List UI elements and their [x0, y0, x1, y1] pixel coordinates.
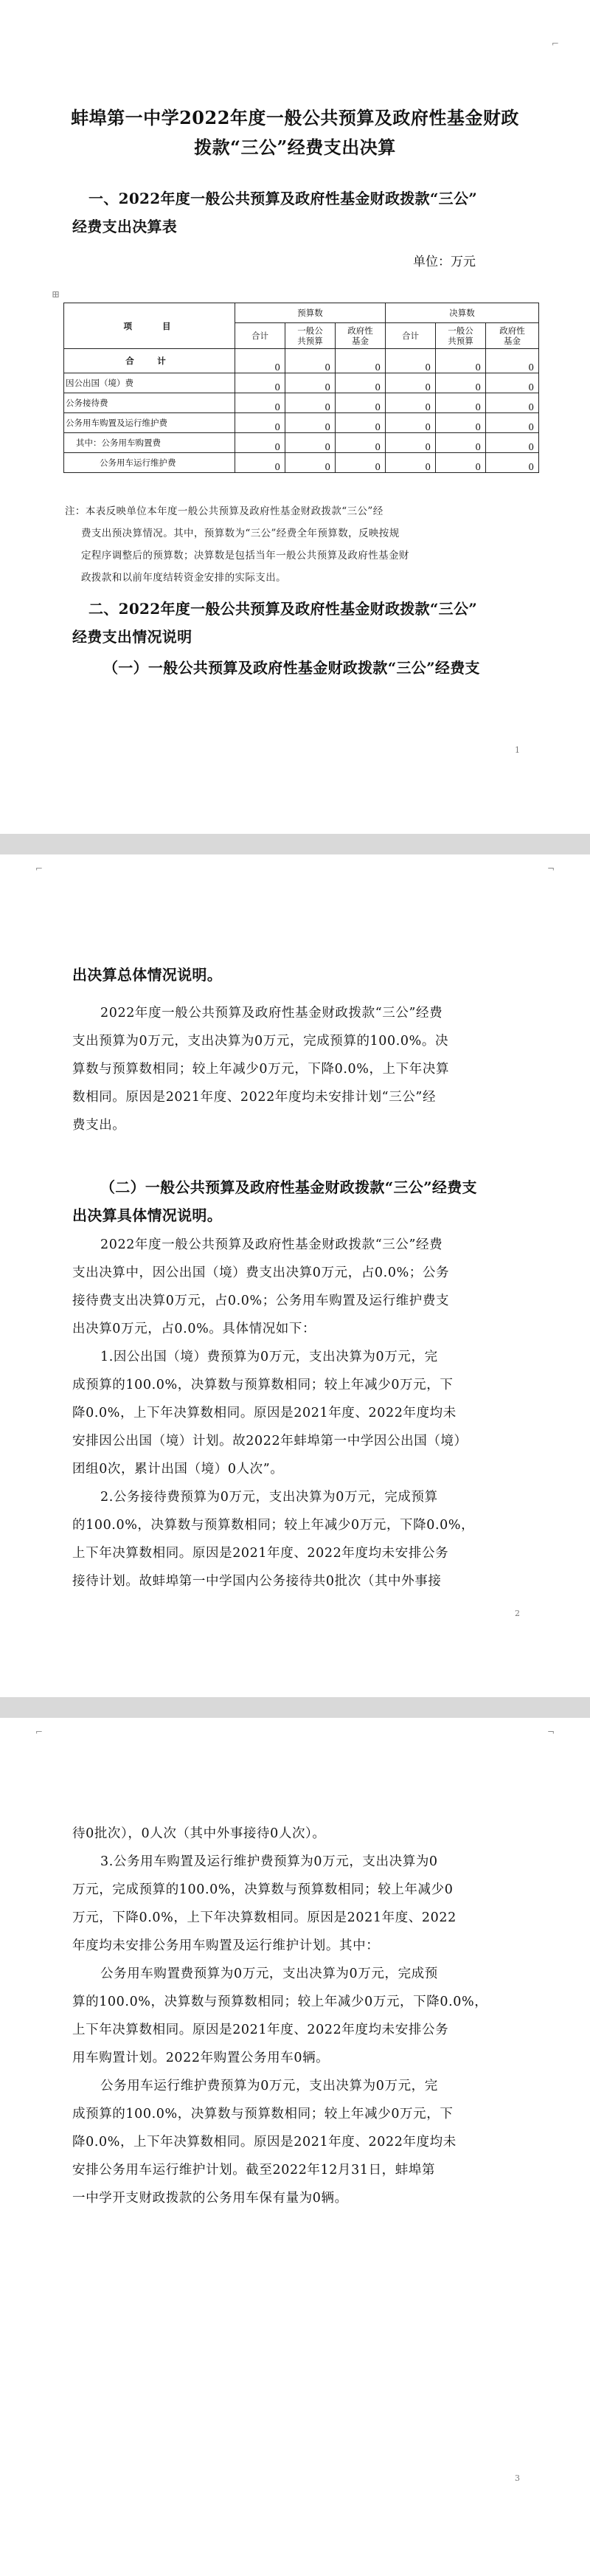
- row-label-total: 合 计: [64, 349, 235, 373]
- text-line: 3.公务用车购置及运行维护费预算为0万元，支出决算为0: [100, 1854, 438, 1869]
- table-cell: 0: [436, 413, 486, 433]
- corner-mark-icon: ⌐: [552, 38, 560, 49]
- row-label-vehicle-maintenance: 公务用车运行维护费: [64, 453, 235, 473]
- text-line: 降0.0%，上下年决算数相同。原因是2021年度、2022年度均未: [72, 2135, 457, 2149]
- text-line: 上下年决算数相同。原因是2021年度、2022年度均未安排公务: [72, 2023, 449, 2037]
- table-cell: 0: [386, 413, 436, 433]
- text-line: 安排因公出国（境）计划。故2022年蚌埠第一中学因公出国（境）: [72, 1434, 468, 1448]
- text-line: 降0.0%，上下年决算数相同。原因是2021年度、2022年度均未: [72, 1406, 457, 1420]
- section-2-heading: [72, 595, 531, 651]
- text-line: 待0批次），0人次（其中外事接待0人次）。: [72, 1826, 326, 1841]
- table-cell: 0: [235, 453, 285, 473]
- text-line: 上下年决算数相同。原因是2021年度、2022年度均未安排公务: [72, 1546, 449, 1561]
- section-1-heading: [72, 184, 531, 241]
- text-line: 接待费支出决算0万元，占0.0%；公务用车购置及运行维护费支: [72, 1294, 450, 1308]
- text-line: 接待计划。故蚌埠第一中学国内公务接待共0批次（其中外事接: [72, 1574, 442, 1589]
- table-cell: 0: [336, 413, 386, 433]
- table-row: [64, 453, 539, 473]
- text-line: 费支出。: [72, 1118, 126, 1133]
- row-label-vehicle: 公务用车购置及运行维护费: [64, 413, 235, 433]
- row-label-reception: 公务接待费: [64, 393, 235, 413]
- section-1-line-2: 经费支出决算表: [72, 218, 178, 235]
- expense-table: [63, 303, 539, 473]
- table-cell: 0: [336, 433, 386, 453]
- corner-mark-icon: ⌐: [35, 863, 44, 874]
- document-page-2: [0, 854, 590, 1697]
- table-cell: 0: [436, 349, 486, 373]
- table-row: [64, 433, 539, 453]
- table-row: [64, 393, 539, 413]
- document-page-3: [0, 1718, 590, 2576]
- table-row: [64, 373, 539, 393]
- subsection-1-continued: 出决算总体情况说明。: [72, 966, 222, 984]
- note-line-1: 注：本表反映单位本年度一般公共预算及政府性基金财政拨款“三公”经: [65, 505, 384, 517]
- table-cell: 0: [235, 373, 285, 393]
- text-line: 年度均未安排公务用车购置及运行维护计划。其中：: [72, 1938, 380, 1953]
- table-row: [64, 413, 539, 433]
- paragraph-vehicle: [72, 1820, 537, 2212]
- table-cell: 0: [386, 349, 436, 373]
- title-line-1: 蚌埠第一中学2022年度一般公共预算及政府性基金财政: [71, 107, 519, 128]
- subheader-budget-general: 一般公 共预算: [285, 323, 336, 349]
- note-line-3: 定程序调整后的预算数；决算数是包括当年一般公共预算及政府性基金财: [81, 550, 409, 562]
- table-cell: 0: [486, 433, 539, 453]
- table-cell: 0: [336, 349, 386, 373]
- text-line: 算的100.0%，决算数与预算数相同；较上年减少0万元，下降0.0%，: [72, 1995, 488, 2009]
- table-cell: 0: [486, 413, 539, 433]
- table-cell: 0: [486, 393, 539, 413]
- subsection-2-heading: [72, 1173, 537, 1229]
- paragraph-detail: [72, 1231, 537, 1595]
- text-line: 团组0次，累计出国（境）0人次”。: [72, 1462, 284, 1477]
- text-line: 一中学开支财政拨款的公务用车保有量为0辆。: [72, 2191, 348, 2206]
- text-line: 公务用车运行维护费预算为0万元，支出决算为0万元，完: [100, 2079, 438, 2093]
- corner-mark-icon: ⌐: [35, 1727, 44, 1737]
- table-cell: 0: [486, 373, 539, 393]
- table-cell: 0: [235, 433, 285, 453]
- text-line: 万元，下降0.0%，上下年决算数相同。原因是2021年度、2022: [72, 1910, 457, 1925]
- text-line: 支出决算中，因公出国（境）费支出决算0万元，占0.0%；公务: [72, 1265, 450, 1280]
- table-cell: 0: [285, 393, 336, 413]
- note-line-2: 费支出预决算情况。其中，预算数为“三公”经费全年预算数，反映按规: [81, 528, 400, 539]
- row-label-vehicle-purchase: 其中：公务用车购置费: [64, 433, 235, 453]
- table-cell: 0: [285, 453, 336, 473]
- text-line: 万元，完成预算的100.0%，决算数与预算数相同；较上年减少0: [72, 1882, 454, 1897]
- paragraph-overall: [72, 999, 537, 1139]
- text-line: 成预算的100.0%，决算数与预算数相同；较上年减少0万元，下: [72, 1378, 454, 1392]
- table-cell: 0: [285, 349, 336, 373]
- text-line: 的100.0%，决算数与预算数相同；较上年减少0万元，下降0.0%，: [72, 1518, 475, 1533]
- table-note: [65, 500, 537, 589]
- table-cell: 0: [436, 393, 486, 413]
- text-line: 公务用车购置费预算为0万元，支出决算为0万元，完成预: [100, 1966, 438, 1981]
- text-line: （二）一般公共预算及政府性基金财政拨款“三公”经费支: [100, 1178, 477, 1196]
- text-line: 2022年度一般公共预算及政府性基金财政拨款“三公”经费: [100, 1237, 443, 1252]
- table-cell: 0: [436, 373, 486, 393]
- text-line: 用车购置计划。2022年购置公务用车0辆。: [72, 2051, 330, 2065]
- table-cell: 0: [386, 393, 436, 413]
- table-header-row-1: [64, 303, 539, 323]
- text-line: 安排公务用车运行维护计划。截至2022年12月31日，蚌埠第: [72, 2163, 436, 2178]
- page-number: 3: [515, 2473, 520, 2483]
- subheader-budget-total: 合计: [235, 323, 285, 349]
- table-row: [64, 349, 539, 373]
- table-cell: 0: [436, 453, 486, 473]
- table-cell: 0: [285, 373, 336, 393]
- table-cell: 0: [235, 413, 285, 433]
- title-line-2: 拨款“三公”经费支出决算: [194, 137, 396, 158]
- item-header: 项 目: [64, 303, 235, 349]
- table-cell: 0: [386, 453, 436, 473]
- subheader-final-fund: 政府性 基金: [486, 323, 539, 349]
- table-cell: 0: [336, 373, 386, 393]
- text-line: 成预算的100.0%，决算数与预算数相同；较上年减少0万元，下: [72, 2107, 454, 2121]
- table-cell: 0: [486, 349, 539, 373]
- table-cell: 0: [235, 393, 285, 413]
- table-cell: 0: [235, 349, 285, 373]
- unit-label: 单位：万元: [413, 255, 476, 269]
- text-line: 出决算具体情况说明。: [72, 1206, 222, 1224]
- table-cell: 0: [386, 373, 436, 393]
- table-move-handle-icon[interactable]: ⊞: [52, 289, 60, 300]
- subheader-budget-fund: 政府性 基金: [336, 323, 386, 349]
- budget-header: 预算数: [235, 303, 386, 323]
- document-page-1: [0, 0, 590, 834]
- section-2-line-2: 经费支出情况说明: [72, 628, 192, 646]
- table-cell: 0: [336, 393, 386, 413]
- table-cell: 0: [386, 433, 436, 453]
- corner-mark-icon: ¬: [547, 1727, 555, 1737]
- section-1-line-1: 一、2022年度一般公共预算及政府性基金财政拨款“三公”: [88, 190, 478, 207]
- table-cell: 0: [436, 433, 486, 453]
- corner-mark-icon: ¬: [547, 863, 555, 874]
- subsection-1-heading: （一）一般公共预算及政府性基金财政拨款“三公”经费支: [103, 659, 480, 677]
- text-line: 数相同。原因是2021年度、2022年度均未安排计划“三公”经: [72, 1090, 437, 1105]
- subheader-final-total: 合计: [386, 323, 436, 349]
- page-number: 1: [515, 745, 520, 755]
- text-line: 算数与预算数相同；较上年减少0万元，下降0.0%，上下年决算: [72, 1062, 450, 1077]
- final-header: 决算数: [386, 303, 539, 323]
- text-line: 出决算0万元，占0.0%。具体情况如下：: [72, 1322, 316, 1336]
- row-label-travel: 因公出国（境）费: [64, 373, 235, 393]
- table-cell: 0: [486, 453, 539, 473]
- text-line: 支出预算为0万元，支出决算为0万元，完成预算的100.0%。决: [72, 1034, 449, 1049]
- section-2-line-1: 二、2022年度一般公共预算及政府性基金财政拨款“三公”: [88, 600, 478, 618]
- text-line: 2022年度一般公共预算及政府性基金财政拨款“三公”经费: [100, 1006, 443, 1021]
- table-cell: 0: [336, 453, 386, 473]
- subheader-final-general: 一般公 共预算: [436, 323, 486, 349]
- text-line: 1.因公出国（境）费预算为0万元，支出决算为0万元，完: [100, 1350, 438, 1364]
- table-cell: 0: [285, 433, 336, 453]
- page-number: 2: [515, 1609, 520, 1618]
- note-line-4: 政拨款和以前年度结转资金安排的实际支出。: [81, 572, 286, 584]
- table-cell: 0: [285, 413, 336, 433]
- text-line: 2.公务接待费预算为0万元，支出决算为0万元，完成预算: [100, 1490, 438, 1505]
- document-title: [66, 103, 524, 162]
